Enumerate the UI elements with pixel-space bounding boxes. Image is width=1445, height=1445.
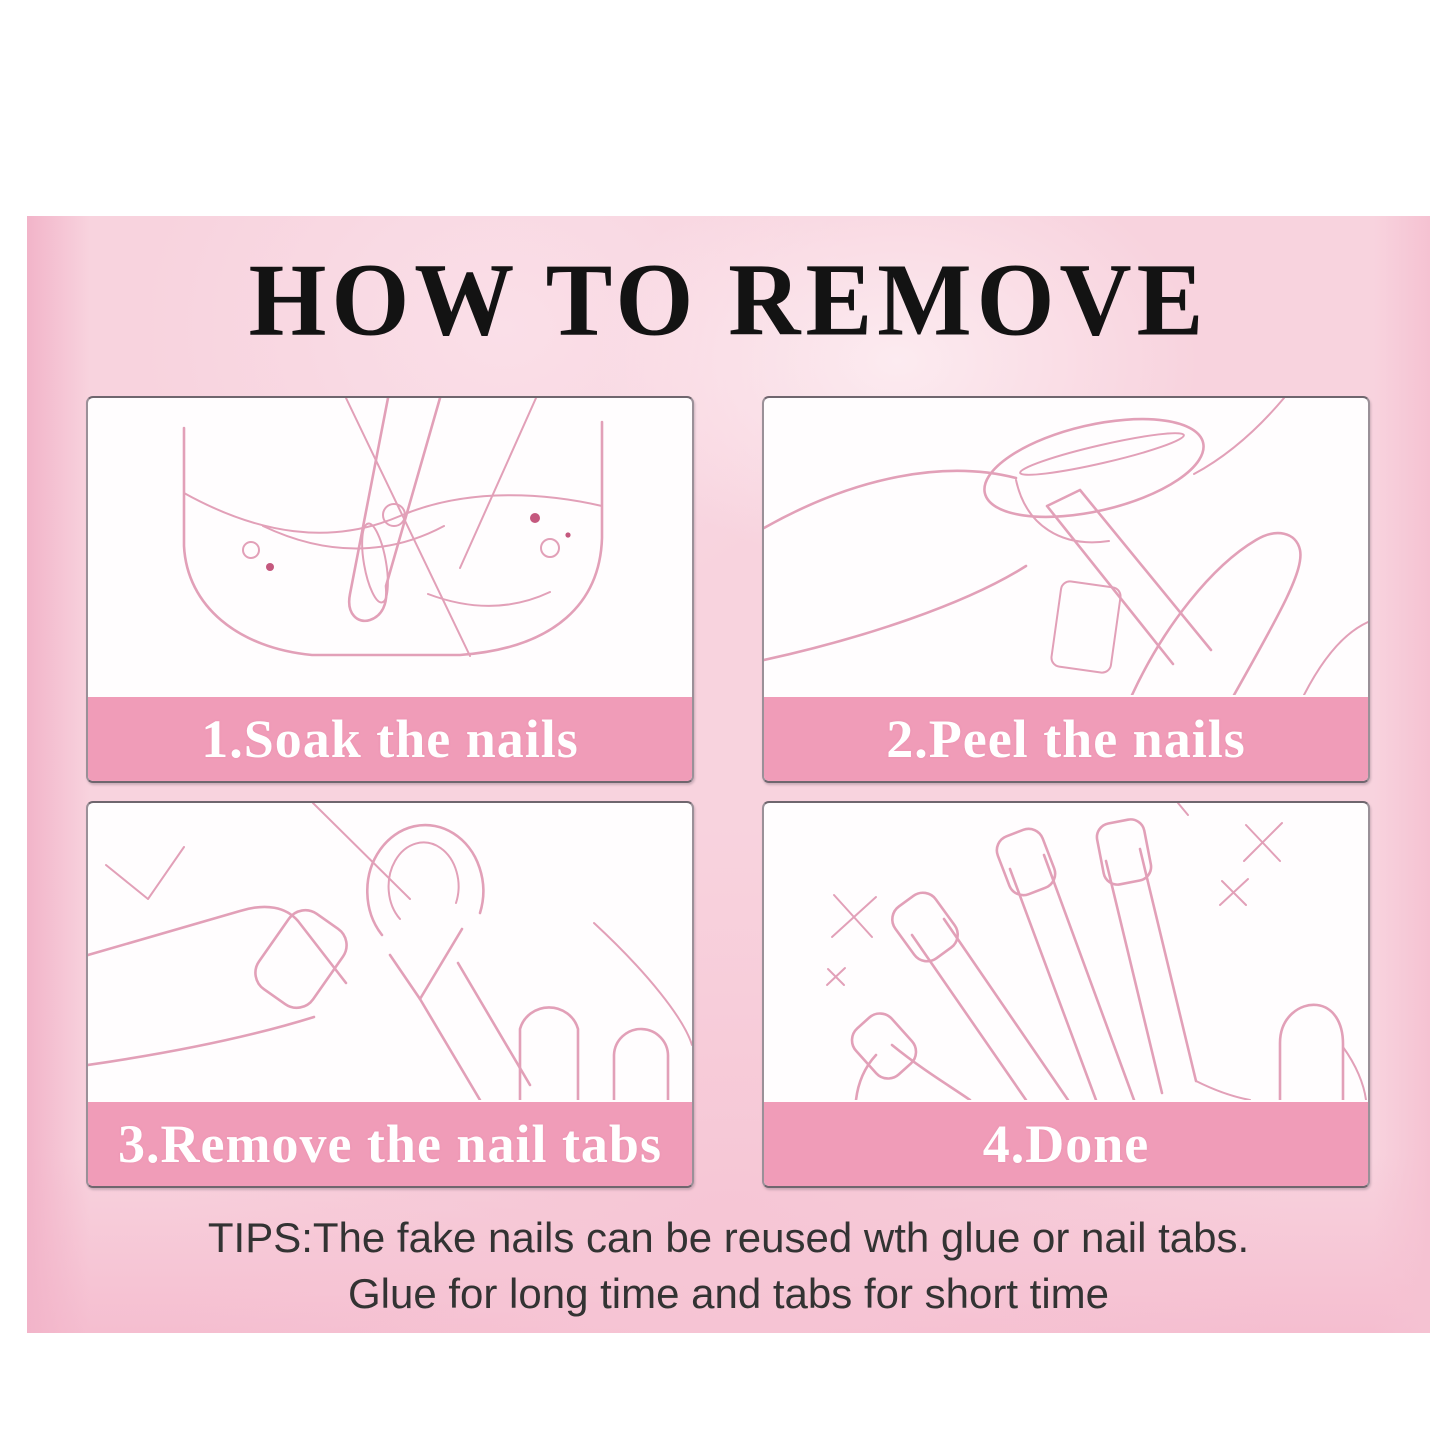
tips-line-2: Glue for long time and tabs for short time (347, 1270, 1110, 1317)
peel-illustration (764, 398, 1368, 695)
step-caption: 2.Peel the nails (764, 697, 1368, 781)
step-caption: 1.Soak the nails (88, 697, 692, 781)
instruction-poster (27, 216, 1430, 1333)
hand-sparkles-line-art (764, 803, 1368, 1100)
soak-illustration (88, 398, 692, 695)
bowl-soak-line-art (88, 398, 692, 695)
step-panel-soak (86, 396, 694, 783)
remove-tab-line-art (88, 803, 692, 1100)
step-panel-peel (762, 396, 1370, 783)
page-title: HOW TO REMOVE (248, 241, 1209, 358)
remove-tab-illustration (88, 803, 692, 1100)
step-caption: 4.Done (764, 1102, 1368, 1186)
tips-text (27, 1210, 1430, 1322)
done-illustration (764, 803, 1368, 1100)
step-caption: 3.Remove the nail tabs (88, 1102, 692, 1186)
step-panel-done (762, 801, 1370, 1188)
tips-line-1: TIPS:The fake nails can be reused wth glue or nail tabs. (207, 1214, 1250, 1261)
step-panel-remove-tabs (86, 801, 694, 1188)
peel-nail-stick-line-art (764, 398, 1368, 695)
